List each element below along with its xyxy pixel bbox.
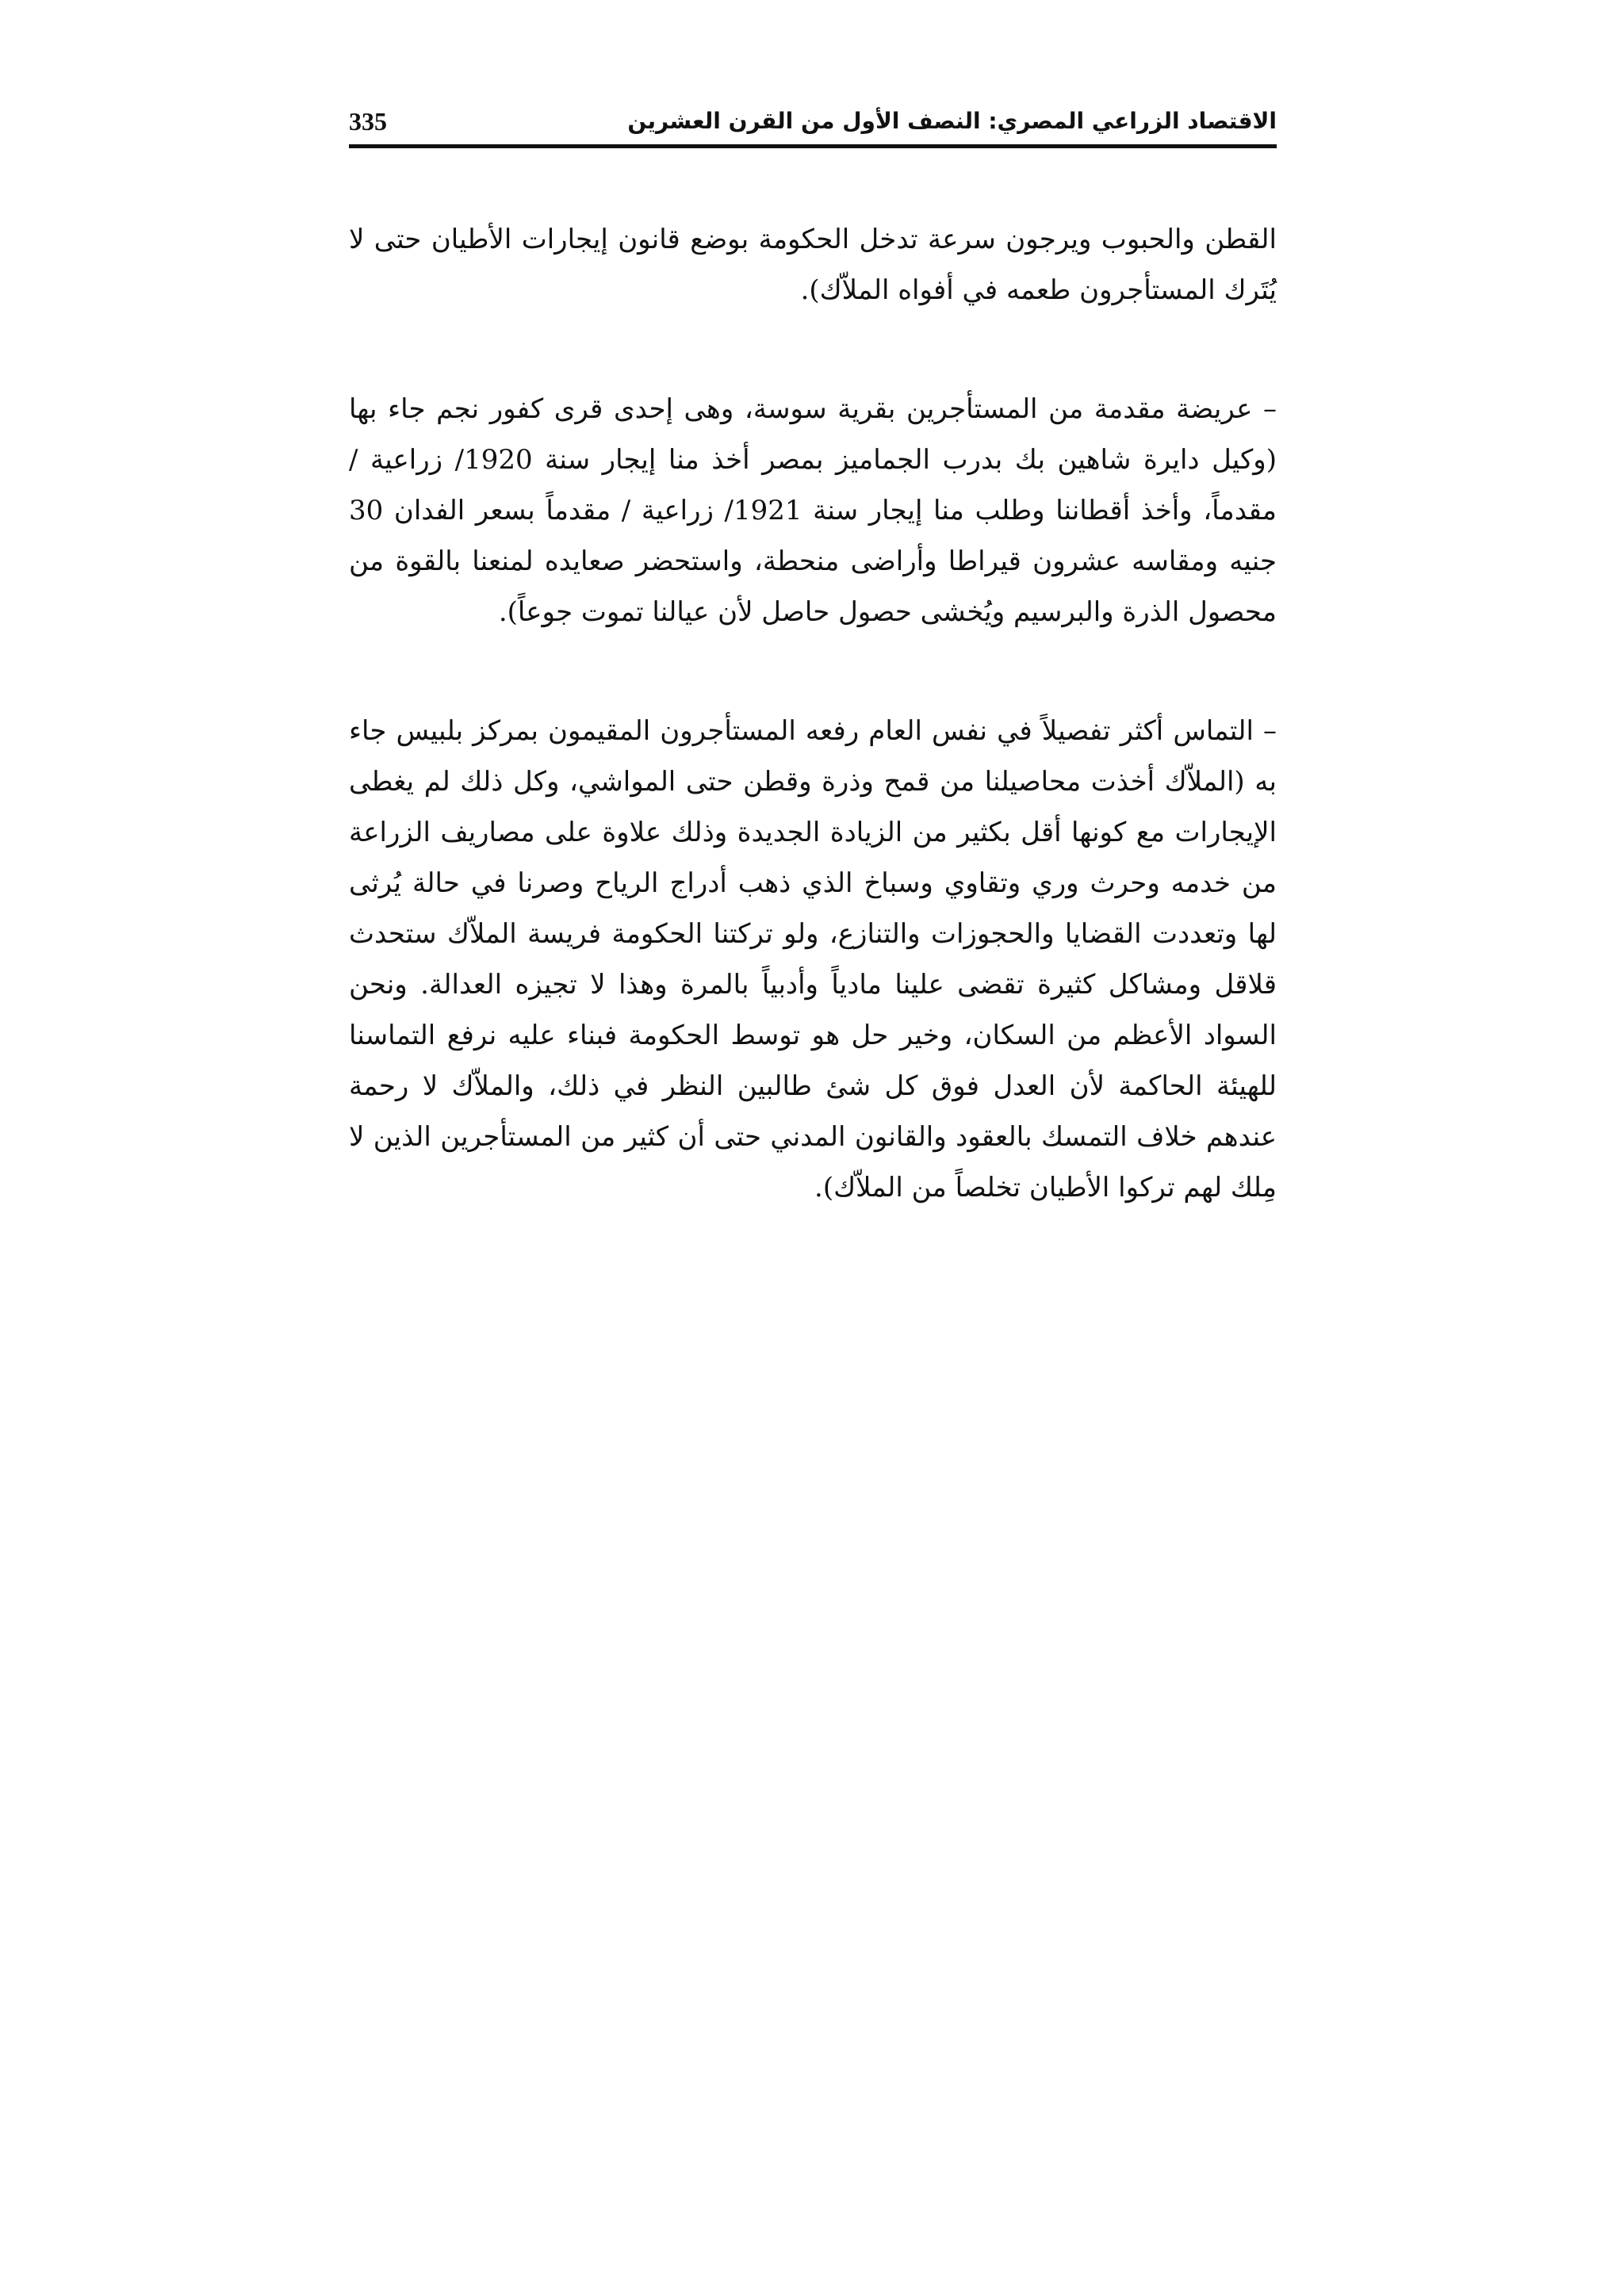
paragraph-petition-sousa: – عريضة مقدمة من المستأجرين بقرية سوسة، وهى إحدى قرى كفور نجم جاء بها (وكيل دايرة شاهين بك بدرب الجماميز بمصر أخذ منا إيجار سنة 1920/ زراعية / مقدماً، وأخذ أقطاننا وطلب منا إيجار سنة 1921/ زراعية / مقدماً بسعر الفدان 30 جنيه ومقاسه عشرون قيراطا وأراضى منحطة، واستحضر صعايده لمنعنا بالقوة من محصول الذرة والبرسيم ويُخشى حصول حاصل لأن عيالنا تموت جوعاً). [349,393,1277,628]
running-title: الاقتصاد الزراعي المصري: النصف الأول من القرن العشرين [627,108,1277,134]
page-header [349,101,1277,141]
header-divider [349,144,1277,148]
paragraph-continuation: القطن والحبوب ويرجون سرعة تدخل الحكومة بوضع قانون إيجارات الأطيان حتى لا يُتَرك المستأجرون طعمه في أفواه الملاّك). [349,224,1277,306]
body-text [349,214,1277,1213]
page-number: 335 [349,107,387,136]
paragraph-petition-belbeis: – التماس أكثر تفصيلاً في نفس العام رفعه المستأجرون المقيمون بمركز بلبيس جاء به (الملاّك أخذت محاصيلنا من قمح وذرة وقطن حتى المواشي، وكل ذلك لم يغطى الإيجارات مع كونها أقل بكثير من الزيادة الجديدة وذلك علاوة على مصاريف الزراعة من خدمه وحرث وري وتقاوي وسباخ الذي ذهب أدراج الرياح وصرنا في حالة يُرثى لها وتعددت القضايا والحجوزات والتنازع، ولو تركتنا الحكومة فريسة الملاّك ستحدث قلاقل ومشاكل كثيرة تقضى علينا مادياً وأدبياً بالمرة وهذا لا تجيزه العدالة. ونحن السواد الأعظم من السكان، وخير حل هو توسط الحكومة فبناء عليه نرفع التماسنا للهيئة الحاكمة لأن العدل فوق كل شئ طالبين النظر في ذلك، والملاّك لا رحمة عندهم خلاف التمسك بالعقود والقانون المدني حتى أن كثير من المستأجرين الذين لا مِلك لهم تركوا الأطيان تخلصاً من الملاّك). [349,715,1277,1203]
